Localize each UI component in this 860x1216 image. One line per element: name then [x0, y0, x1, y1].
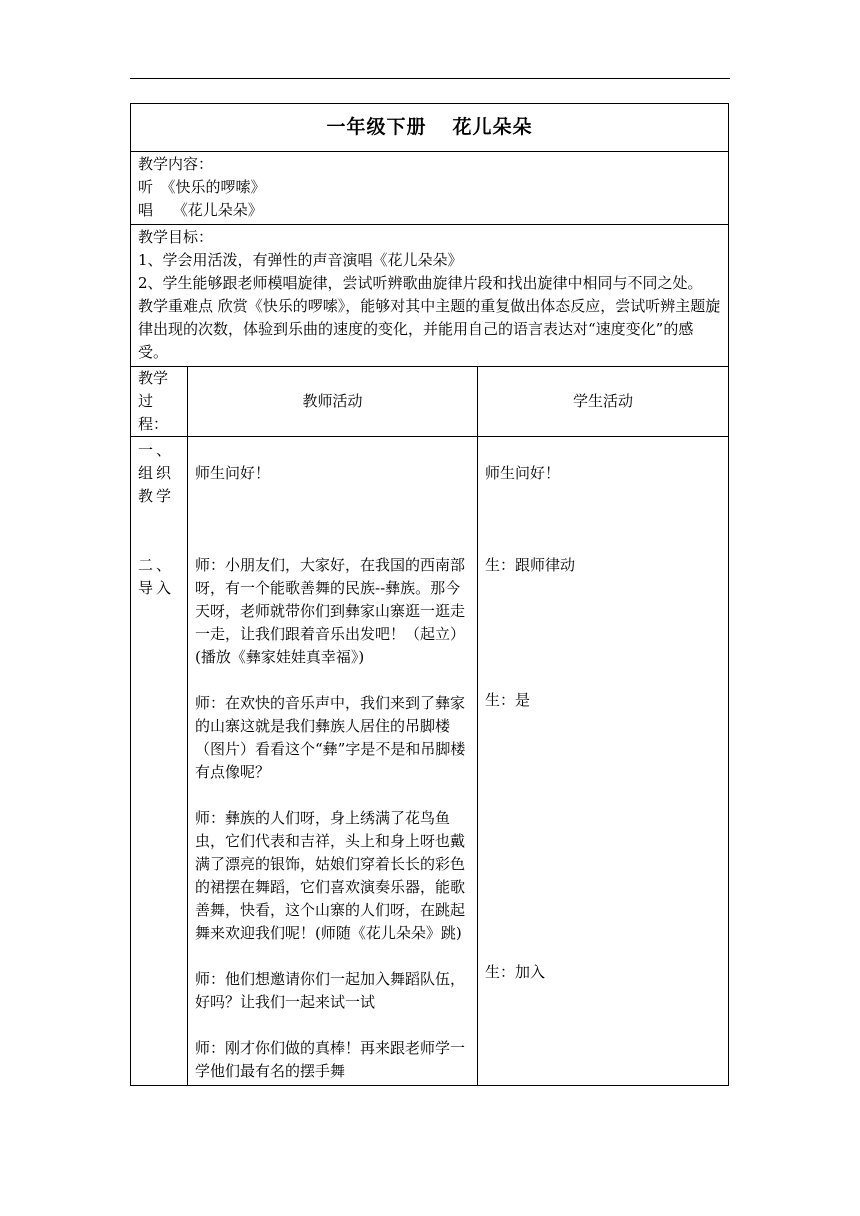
process-header-row — [131, 367, 729, 437]
teacher-greeting: 师生问好！ — [195, 464, 271, 482]
goals-row — [131, 225, 729, 367]
student-intro-1: 生：跟师律动 — [485, 556, 576, 574]
student-greeting: 师生问好！ — [485, 464, 561, 482]
title-song: 花儿朵朵 — [452, 116, 533, 138]
lesson-plan-table — [130, 103, 729, 1086]
goal-item-1: 1、学会用活泼，有弹性的声音演唱《花儿朵朵》 — [138, 251, 463, 269]
student-activity-cell — [478, 437, 729, 1086]
teacher-intro-1: 师：小朋友们，大家好，在我国的西南部呀，有一个能歌善舞的民族--彝族。那今天呀，老师就带你们到彝家山寨逛一逛走一走，让我们跟着音乐出发吧！（起立）(播放《彝家娃娃真幸福》) — [195, 556, 466, 666]
process-label: 教学过程： — [131, 367, 188, 437]
content-item-sing: 唱 《花儿朵朵》 — [138, 201, 263, 219]
teacher-intro-2: 师：在欢快的音乐声中，我们来到了彝家的山寨这就是我们彝族人居住的吊脚楼（图片）看看这个“彝”字是不是和吊脚楼有点像呢？ — [195, 694, 466, 781]
teacher-intro-4: 师：他们想邀请你们一起加入舞蹈队伍，好吗？让我们一起来试一试 — [195, 970, 466, 1011]
goals-heading: 教学目标： — [138, 228, 214, 246]
teaching-goals-cell — [131, 225, 729, 367]
title-grade: 一年级下册 — [326, 116, 427, 138]
teacher-activity-cell — [188, 437, 478, 1086]
content-heading: 教学内容： — [138, 155, 214, 173]
goal-item-2: 2、学生能够跟老师模唱旋律，尝试听辨歌曲旋律片段和找出旋律中相同与不同之处。 — [138, 274, 703, 292]
student-intro-2: 生：是 — [485, 691, 531, 709]
page-header-rule — [130, 78, 730, 79]
teacher-activity-header: 教师活动 — [188, 367, 478, 437]
lesson-title — [131, 104, 729, 152]
teacher-intro-5: 师：刚才你们做的真棒！再来跟老师学一学他们最有名的摆手舞 — [195, 1039, 466, 1080]
process-body-row — [131, 437, 729, 1086]
student-activity-header: 学生活动 — [478, 367, 729, 437]
key-difficulty: 教学重难点 欣赏《快乐的啰嗦》，能够对其中主题的重复做出体态反应，尝试听辨主题旋律出现的次数，体验到乐曲的速度的变化，并能用自己的语言表达对“速度变化”的感受。 — [138, 297, 721, 361]
step-label-intro: 二、导入 — [138, 556, 175, 597]
content-row — [131, 152, 729, 225]
teacher-intro-3: 师：彝族的人们呀，身上绣满了花鸟鱼虫，它们代表和吉祥，头上和身上呀也戴满了漂亮的银饰，姑娘们穿着长长的彩色的裙摆在舞蹈，它们喜欢演奏乐器，能歌善舞，快看，这个山寨的人们呀，在跳起舞来欢迎我们呢！(师随《花儿朵朵》跳) — [195, 809, 466, 942]
teaching-content-cell — [131, 152, 729, 225]
student-intro-3: 生：加入 — [485, 963, 546, 981]
content-item-listen: 听 《快乐的啰嗦》 — [138, 178, 266, 196]
title-row — [131, 104, 729, 152]
step-labels-cell — [131, 437, 188, 1086]
step-label-organize: 一、组织教学 — [138, 441, 175, 505]
